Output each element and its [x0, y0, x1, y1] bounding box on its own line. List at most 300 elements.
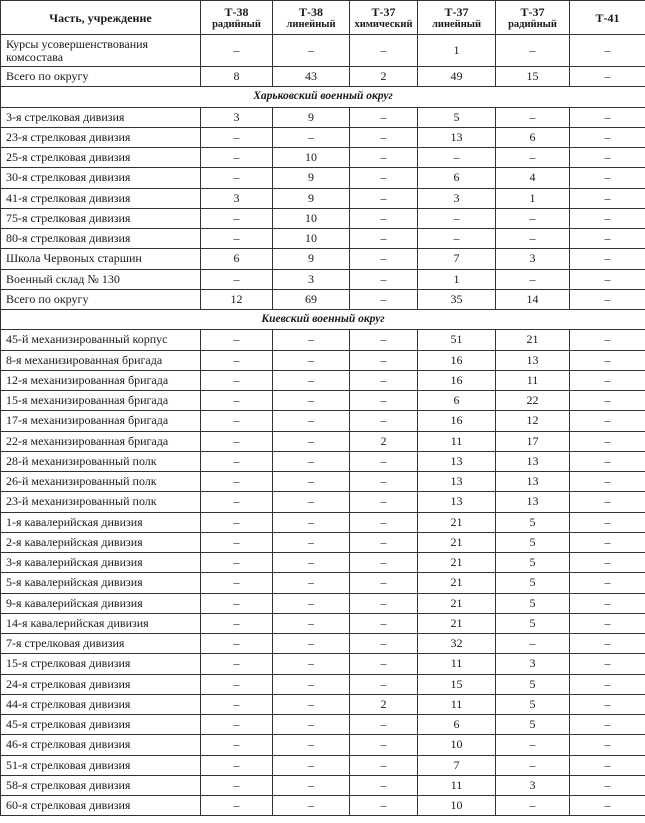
- value-cell: 21: [496, 330, 570, 350]
- value-cell: –: [273, 613, 350, 633]
- value-cell: –: [350, 289, 418, 309]
- unit-name-cell: 28-й механизированный полк: [1, 451, 201, 471]
- value-cell: –: [570, 350, 645, 370]
- value-cell: 1: [418, 35, 496, 67]
- value-cell: 3: [273, 269, 350, 289]
- column-header-subtitle: радийный: [508, 18, 557, 30]
- value-cell: 16: [418, 370, 496, 390]
- value-cell: –: [350, 451, 418, 471]
- value-cell: –: [350, 512, 418, 532]
- table-row: [1, 269, 645, 289]
- unit-name-cell: Курсы усовершенствования комсостава: [1, 35, 201, 67]
- value-cell: –: [201, 391, 273, 411]
- value-cell: 13: [496, 350, 570, 370]
- value-cell: 13: [496, 492, 570, 512]
- value-cell: –: [350, 755, 418, 775]
- value-cell: –: [496, 229, 570, 249]
- table-header: [1, 1, 645, 35]
- section-row: [1, 310, 645, 330]
- column-header-3: [350, 1, 418, 35]
- value-cell: –: [273, 451, 350, 471]
- value-cell: –: [570, 269, 645, 289]
- value-cell: 14: [496, 289, 570, 309]
- value-cell: 35: [418, 289, 496, 309]
- value-cell: –: [496, 269, 570, 289]
- value-cell: –: [570, 775, 645, 795]
- value-cell: 13: [496, 472, 570, 492]
- value-cell: –: [350, 411, 418, 431]
- unit-name-cell: 22-я механизированная бригада: [1, 431, 201, 451]
- unit-name-cell: Всего по округу: [1, 289, 201, 309]
- value-cell: 5: [496, 694, 570, 714]
- value-cell: –: [570, 451, 645, 471]
- value-cell: –: [201, 613, 273, 633]
- value-cell: –: [273, 755, 350, 775]
- value-cell: –: [570, 391, 645, 411]
- value-cell: –: [570, 634, 645, 654]
- value-cell: –: [201, 593, 273, 613]
- table-row: [1, 796, 645, 816]
- value-cell: –: [201, 694, 273, 714]
- value-cell: –: [201, 472, 273, 492]
- table-row: [1, 289, 645, 309]
- value-cell: –: [570, 431, 645, 451]
- value-cell: –: [570, 735, 645, 755]
- column-header-title: Т-37: [520, 4, 545, 19]
- column-header-title: Часть, учреждение: [49, 10, 152, 25]
- value-cell: –: [496, 796, 570, 816]
- value-cell: 6: [418, 168, 496, 188]
- table-row: [1, 370, 645, 390]
- value-cell: 5: [496, 613, 570, 633]
- value-cell: 6: [201, 249, 273, 269]
- table-row: [1, 613, 645, 633]
- column-header-title: Т-41: [595, 10, 620, 25]
- value-cell: –: [273, 654, 350, 674]
- value-cell: –: [273, 715, 350, 735]
- unit-name-cell: 1-я кавалерийская дивизия: [1, 512, 201, 532]
- value-cell: 21: [418, 512, 496, 532]
- value-cell: –: [273, 796, 350, 816]
- value-cell: –: [201, 654, 273, 674]
- value-cell: 5: [496, 512, 570, 532]
- value-cell: 9: [273, 107, 350, 127]
- value-cell: –: [201, 330, 273, 350]
- value-cell: –: [273, 492, 350, 512]
- value-cell: 9: [273, 188, 350, 208]
- table-row: [1, 391, 645, 411]
- value-cell: 21: [418, 553, 496, 573]
- unit-name-cell: 5-я кавалерийская дивизия: [1, 573, 201, 593]
- value-cell: 3: [201, 188, 273, 208]
- value-cell: –: [350, 553, 418, 573]
- value-cell: –: [350, 370, 418, 390]
- value-cell: –: [570, 593, 645, 613]
- unit-name-cell: 45-й механизированный корпус: [1, 330, 201, 350]
- table-row: [1, 168, 645, 188]
- value-cell: –: [201, 411, 273, 431]
- value-cell: 13: [418, 127, 496, 147]
- table-row: [1, 472, 645, 492]
- value-cell: –: [350, 350, 418, 370]
- value-cell: 7: [418, 249, 496, 269]
- column-header-4: [418, 1, 496, 35]
- unit-name-cell: Военный склад № 130: [1, 269, 201, 289]
- value-cell: –: [570, 654, 645, 674]
- value-cell: 5: [496, 593, 570, 613]
- value-cell: –: [496, 35, 570, 67]
- unit-name-cell: 9-я кавалерийская дивизия: [1, 593, 201, 613]
- value-cell: –: [201, 208, 273, 228]
- table-row: [1, 532, 645, 552]
- value-cell: –: [570, 67, 645, 87]
- column-header-2: [273, 1, 350, 35]
- value-cell: –: [273, 775, 350, 795]
- value-cell: –: [201, 492, 273, 512]
- section-row: [1, 87, 645, 107]
- value-cell: –: [273, 431, 350, 451]
- value-cell: 12: [201, 289, 273, 309]
- value-cell: –: [350, 35, 418, 67]
- column-header-unit: [1, 1, 201, 35]
- value-cell: –: [570, 107, 645, 127]
- value-cell: –: [201, 451, 273, 471]
- value-cell: –: [570, 370, 645, 390]
- value-cell: 11: [418, 654, 496, 674]
- unit-name-cell: 75-я стрелковая дивизия: [1, 208, 201, 228]
- value-cell: –: [201, 715, 273, 735]
- value-cell: –: [570, 249, 645, 269]
- table-body: [1, 35, 645, 816]
- value-cell: –: [273, 391, 350, 411]
- value-cell: –: [496, 735, 570, 755]
- value-cell: 12: [496, 411, 570, 431]
- value-cell: –: [570, 553, 645, 573]
- value-cell: –: [418, 208, 496, 228]
- value-cell: –: [201, 512, 273, 532]
- value-cell: 21: [418, 593, 496, 613]
- value-cell: –: [496, 148, 570, 168]
- unit-name-cell: 17-я механизированная бригада: [1, 411, 201, 431]
- value-cell: 49: [418, 67, 496, 87]
- value-cell: –: [570, 35, 645, 67]
- value-cell: –: [201, 431, 273, 451]
- value-cell: –: [570, 573, 645, 593]
- value-cell: 1: [496, 188, 570, 208]
- value-cell: –: [201, 148, 273, 168]
- unit-name-cell: 41-я стрелковая дивизия: [1, 188, 201, 208]
- value-cell: 5: [496, 553, 570, 573]
- value-cell: 3: [418, 188, 496, 208]
- unit-name-cell: 15-я стрелковая дивизия: [1, 654, 201, 674]
- value-cell: 13: [418, 492, 496, 512]
- value-cell: 5: [496, 715, 570, 735]
- value-cell: –: [273, 674, 350, 694]
- table-row: [1, 553, 645, 573]
- value-cell: –: [273, 735, 350, 755]
- value-cell: –: [570, 411, 645, 431]
- value-cell: 16: [418, 350, 496, 370]
- value-cell: –: [570, 229, 645, 249]
- value-cell: –: [273, 593, 350, 613]
- value-cell: –: [570, 613, 645, 633]
- column-header-title: Т-37: [444, 4, 469, 19]
- column-header-5: [496, 1, 570, 35]
- value-cell: –: [273, 694, 350, 714]
- table-row: [1, 715, 645, 735]
- value-cell: 11: [418, 694, 496, 714]
- unit-name-cell: 3-я кавалерийская дивизия: [1, 553, 201, 573]
- column-header-6: [570, 1, 645, 35]
- column-header-subtitle: радийный: [212, 18, 261, 30]
- unit-name-cell: 51-я стрелковая дивизия: [1, 755, 201, 775]
- value-cell: –: [418, 148, 496, 168]
- value-cell: 10: [418, 796, 496, 816]
- column-header-title: Т-38: [299, 4, 323, 19]
- value-cell: –: [570, 796, 645, 816]
- column-header-1: [201, 1, 273, 35]
- value-cell: –: [201, 532, 273, 552]
- value-cell: 9: [273, 168, 350, 188]
- column-header-subtitle: линейный: [432, 18, 481, 30]
- value-cell: –: [570, 188, 645, 208]
- column-header-title: Т-38: [224, 4, 249, 19]
- value-cell: 16: [418, 411, 496, 431]
- value-cell: –: [418, 229, 496, 249]
- value-cell: –: [201, 755, 273, 775]
- value-cell: –: [273, 553, 350, 573]
- value-cell: –: [350, 654, 418, 674]
- value-cell: –: [350, 472, 418, 492]
- table-row: [1, 492, 645, 512]
- value-cell: –: [570, 289, 645, 309]
- value-cell: 6: [496, 127, 570, 147]
- value-cell: –: [201, 634, 273, 654]
- value-cell: 15: [496, 67, 570, 87]
- value-cell: –: [570, 694, 645, 714]
- value-cell: –: [273, 472, 350, 492]
- value-cell: –: [350, 532, 418, 552]
- value-cell: –: [350, 593, 418, 613]
- value-cell: –: [273, 350, 350, 370]
- value-cell: –: [201, 796, 273, 816]
- value-cell: –: [570, 148, 645, 168]
- table-row: [1, 188, 645, 208]
- unit-name-cell: 15-я механизированная бригада: [1, 391, 201, 411]
- unit-name-cell: 23-й механизированный полк: [1, 492, 201, 512]
- value-cell: 8: [201, 67, 273, 87]
- column-header-title: Т-37: [371, 4, 396, 19]
- table-row: [1, 330, 645, 350]
- value-cell: –: [273, 370, 350, 390]
- value-cell: 11: [496, 370, 570, 390]
- value-cell: 43: [273, 67, 350, 87]
- unit-name-cell: 8-я механизированная бригада: [1, 350, 201, 370]
- value-cell: –: [570, 168, 645, 188]
- value-cell: –: [570, 492, 645, 512]
- value-cell: –: [350, 674, 418, 694]
- value-cell: –: [350, 715, 418, 735]
- value-cell: –: [201, 35, 273, 67]
- table-row: [1, 431, 645, 451]
- value-cell: –: [273, 532, 350, 552]
- value-cell: –: [201, 370, 273, 390]
- table-row: [1, 451, 645, 471]
- value-cell: –: [273, 411, 350, 431]
- value-cell: –: [201, 269, 273, 289]
- value-cell: –: [350, 249, 418, 269]
- table-row: [1, 654, 645, 674]
- unit-name-cell: 58-я стрелковая дивизия: [1, 775, 201, 795]
- value-cell: –: [201, 775, 273, 795]
- value-cell: –: [350, 573, 418, 593]
- value-cell: –: [570, 472, 645, 492]
- unit-name-cell: 3-я стрелковая дивизия: [1, 107, 201, 127]
- value-cell: –: [350, 127, 418, 147]
- value-cell: 4: [496, 168, 570, 188]
- value-cell: –: [273, 330, 350, 350]
- unit-name-cell: 14-я кавалерийская дивизия: [1, 613, 201, 633]
- value-cell: –: [496, 755, 570, 775]
- value-cell: –: [201, 735, 273, 755]
- value-cell: 5: [496, 573, 570, 593]
- table-row: [1, 512, 645, 532]
- value-cell: –: [350, 229, 418, 249]
- value-cell: –: [201, 553, 273, 573]
- value-cell: 69: [273, 289, 350, 309]
- value-cell: 2: [350, 67, 418, 87]
- value-cell: –: [273, 35, 350, 67]
- value-cell: 7: [418, 755, 496, 775]
- value-cell: –: [273, 573, 350, 593]
- table-row: [1, 573, 645, 593]
- value-cell: 51: [418, 330, 496, 350]
- unit-name-cell: 2-я кавалерийская дивизия: [1, 532, 201, 552]
- value-cell: 10: [273, 148, 350, 168]
- value-cell: –: [570, 330, 645, 350]
- value-cell: –: [570, 532, 645, 552]
- value-cell: 5: [496, 674, 570, 694]
- value-cell: –: [350, 796, 418, 816]
- column-header-subtitle: линейный: [286, 18, 336, 30]
- value-cell: 1: [418, 269, 496, 289]
- value-cell: 2: [350, 431, 418, 451]
- value-cell: –: [273, 634, 350, 654]
- value-cell: 3: [496, 775, 570, 795]
- table-row: [1, 411, 645, 431]
- value-cell: 15: [418, 674, 496, 694]
- table-row: [1, 593, 645, 613]
- value-cell: –: [350, 269, 418, 289]
- value-cell: 22: [496, 391, 570, 411]
- value-cell: 21: [418, 573, 496, 593]
- table-row: [1, 148, 645, 168]
- value-cell: –: [350, 735, 418, 755]
- value-cell: 11: [418, 775, 496, 795]
- unit-name-cell: 7-я стрелковая дивизия: [1, 634, 201, 654]
- value-cell: 21: [418, 613, 496, 633]
- unit-name-cell: 80-я стрелковая дивизия: [1, 229, 201, 249]
- value-cell: 3: [496, 249, 570, 269]
- value-cell: –: [570, 674, 645, 694]
- value-cell: 32: [418, 634, 496, 654]
- value-cell: –: [570, 512, 645, 532]
- value-cell: 10: [418, 735, 496, 755]
- value-cell: 13: [496, 451, 570, 471]
- value-cell: –: [350, 775, 418, 795]
- value-cell: –: [570, 755, 645, 775]
- value-cell: –: [273, 512, 350, 532]
- table-row: [1, 208, 645, 228]
- value-cell: 21: [418, 532, 496, 552]
- value-cell: –: [201, 573, 273, 593]
- value-cell: –: [350, 107, 418, 127]
- value-cell: –: [350, 168, 418, 188]
- value-cell: 5: [496, 532, 570, 552]
- value-cell: –: [201, 168, 273, 188]
- value-cell: 3: [496, 654, 570, 674]
- table-row: [1, 107, 645, 127]
- value-cell: –: [570, 208, 645, 228]
- unit-name-cell: 23-я стрелковая дивизия: [1, 127, 201, 147]
- value-cell: –: [496, 634, 570, 654]
- unit-name-cell: 25-я стрелковая дивизия: [1, 148, 201, 168]
- unit-name-cell: 12-я механизированная бригада: [1, 370, 201, 390]
- unit-name-cell: 24-я стрелковая дивизия: [1, 674, 201, 694]
- value-cell: 13: [418, 472, 496, 492]
- section-title: Киевский военный округ: [1, 310, 645, 330]
- table-row: [1, 35, 645, 67]
- table-row: [1, 755, 645, 775]
- value-cell: 13: [418, 451, 496, 471]
- value-cell: –: [350, 188, 418, 208]
- table-row: [1, 127, 645, 147]
- value-cell: –: [273, 127, 350, 147]
- value-cell: –: [350, 391, 418, 411]
- value-cell: –: [570, 127, 645, 147]
- table-row: [1, 694, 645, 714]
- value-cell: –: [350, 330, 418, 350]
- table-row: [1, 735, 645, 755]
- value-cell: 10: [273, 229, 350, 249]
- value-cell: 2: [350, 694, 418, 714]
- value-cell: –: [201, 229, 273, 249]
- value-cell: 11: [418, 431, 496, 451]
- value-cell: 6: [418, 715, 496, 735]
- column-header-subtitle: химический: [354, 18, 413, 30]
- value-cell: 10: [273, 208, 350, 228]
- unit-name-cell: 30-я стрелковая дивизия: [1, 168, 201, 188]
- table-row: [1, 229, 645, 249]
- value-cell: 3: [201, 107, 273, 127]
- table-row: [1, 249, 645, 269]
- table-row: [1, 350, 645, 370]
- value-cell: –: [201, 350, 273, 370]
- value-cell: 9: [273, 249, 350, 269]
- value-cell: –: [350, 634, 418, 654]
- value-cell: 17: [496, 431, 570, 451]
- value-cell: –: [201, 674, 273, 694]
- value-cell: –: [350, 148, 418, 168]
- value-cell: –: [350, 208, 418, 228]
- unit-name-cell: Всего по округу: [1, 67, 201, 87]
- section-title: Харьковский военный округ: [1, 87, 645, 107]
- header-row: [1, 1, 645, 35]
- table-row: [1, 674, 645, 694]
- table-row: [1, 67, 645, 87]
- unit-name-cell: 45-я стрелковая дивизия: [1, 715, 201, 735]
- value-cell: 6: [418, 391, 496, 411]
